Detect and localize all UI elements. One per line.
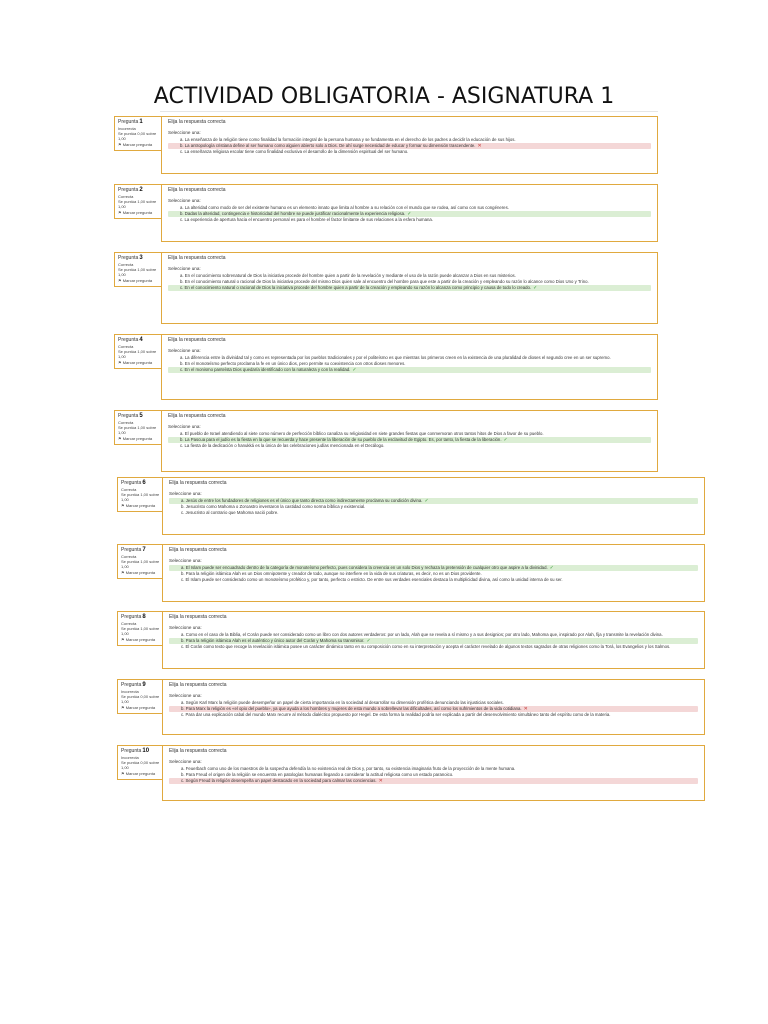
flag-question-button[interactable]: ⚑ Marcar pregunta	[118, 436, 153, 441]
answer-option[interactable]: c. En el conocimiento natural o racional de Dios la iniciativa procede del hombre quien a partir de la creación y empleando su razón lo alcanza como principio y causa de todo lo creado. ✓	[168, 285, 651, 291]
question-content	[161, 116, 658, 174]
answer-option[interactable]: a. La diferencia entre la divinidad tal y como es representada por los pueblos tradicionales y por el politeísmo es que mientras los primeros creen en la existencia de una pluralidad de dioses el segundo cree en un ser supremo.	[180, 355, 611, 360]
question-content	[162, 544, 705, 602]
question-content	[162, 477, 705, 535]
question-score: Se puntúa 1,00 sobre 1,00	[121, 492, 160, 502]
question-content	[162, 611, 705, 669]
question-status: Incorrecta	[121, 689, 139, 694]
answer-option[interactable]: c. Jesucristo al contrario que Mahoma nació pobre.	[181, 510, 279, 515]
select-one-label: Seleccione una:	[169, 558, 202, 563]
question-number: Pregunta 2	[118, 187, 143, 193]
flag-question-button[interactable]: ⚑ Marcar pregunta	[121, 705, 156, 710]
question-status: Correcta	[121, 621, 137, 626]
answer-option[interactable]: c. En el monismo panteísta Dios quedaría identificado con la naturaleza y con la realidad. ✓	[168, 367, 651, 373]
flag-icon: ⚑	[118, 142, 122, 147]
flag-icon: ⚑	[118, 436, 122, 441]
question-number: Pregunta 8	[121, 614, 146, 620]
select-one-label: Seleccione una:	[169, 491, 202, 496]
answer-option[interactable]: b. La antropología cristiana define al ser humano como alguien abierto solo a Dios. De ahí surge necesidad de educar y formar su dimensión trascendente. ✕	[168, 143, 651, 149]
select-one-label: Seleccione una:	[169, 625, 202, 630]
question-prompt: Elija la respuesta correcta	[169, 682, 227, 688]
question-info	[114, 410, 166, 445]
answer-option[interactable]: b. En el monoteísmo perfecto proclama la fe en un único dios, pero permite su coexistencia con otros dioses menores.	[180, 361, 406, 366]
flag-question-button[interactable]: ⚑ Marcar pregunta	[118, 142, 153, 147]
question-prompt: Elija la respuesta correcta	[168, 187, 226, 193]
question-prompt: Elija la respuesta correcta	[169, 748, 227, 754]
answer-option[interactable]: c. La experiencia de apertura hacia el encuentro personal es para el hombre el factor limitante de sus relaciones a la esfera humana.	[180, 217, 433, 222]
answer-mark-icon: ✓	[424, 498, 429, 504]
answer-mark-icon: ✓	[366, 638, 371, 644]
question-number: Pregunta 5	[118, 413, 143, 419]
select-one-label: Seleccione una:	[168, 130, 201, 135]
question-status: Correcta	[118, 262, 134, 267]
question-score: Se puntúa 1,00 sobre 1,00	[121, 559, 160, 569]
question-status: Incorrecta	[121, 755, 139, 760]
flag-question-button[interactable]: ⚑ Marcar pregunta	[118, 210, 153, 215]
answer-option[interactable]: c. La enseñanza religiosa escolar tiene como finalidad exclusiva el desarrollo de la dimensión espiritual del ser humano.	[180, 149, 409, 154]
question-content	[161, 410, 658, 472]
question-status: Correcta	[121, 487, 137, 492]
answer-option[interactable]: a. En el conocimiento sobrenatural de Dios la iniciativa procede del hombre quien a partir de la revelación y mediante el uso de la razón puede alcanzar a Dios en sus misterios.	[180, 273, 516, 278]
answer-mark-icon: ✓	[503, 437, 508, 443]
answer-option[interactable]: b. La Pascua para el judío es la fiesta en la que se recuerda y hace presente la liberación de su pueblo de la esclavitud de Egipto. Es, por tanto, la fiesta de la liberación. ✓	[168, 437, 651, 443]
question-score: Se puntúa 1,00 sobre 1,00	[118, 425, 157, 435]
question-status: Correcta	[121, 554, 137, 559]
flag-question-button[interactable]: ⚑ Marcar pregunta	[121, 771, 156, 776]
flag-question-button[interactable]: ⚑ Marcar pregunta	[121, 637, 156, 642]
question-number: Pregunta 9	[121, 682, 146, 688]
question-info	[114, 116, 166, 151]
answer-option[interactable]: a. Como en el caso de la Biblia, el Corán puede ser considerado como un libro con dos autores verdaderos: por un lado, Alah que se revela a sí mismo y a sus designios; por otro lado, Mahoma que, inspirado por Alah, fija y transmite la revelación divina.	[181, 632, 663, 637]
flag-icon: ⚑	[121, 705, 125, 710]
question-number: Pregunta 1	[118, 119, 143, 125]
question-number: Pregunta 7	[121, 547, 146, 553]
flag-icon: ⚑	[121, 771, 125, 776]
answer-option[interactable]: c. La fiesta de la dedicación o hanukká es la única de las celebraciones judías mencionada en el Decálogo.	[180, 443, 385, 448]
question-content	[162, 679, 705, 735]
question-score: Se puntúa 1,00 sobre 1,00	[121, 626, 160, 636]
question-score: Se puntúa 0,00 sobre 1,00	[121, 760, 160, 770]
select-one-label: Seleccione una:	[168, 348, 201, 353]
question-score: Se puntúa 1,00 sobre 1,00	[118, 267, 157, 277]
question-number: Pregunta 6	[121, 480, 146, 486]
question-prompt: Elija la respuesta correcta	[169, 480, 227, 486]
question-status: Incorrecta	[118, 126, 136, 131]
title-divider	[160, 111, 658, 112]
answer-option[interactable]: a. La alteridad como modo de ser del existente humano es un elemento innato que limita al hombre a su relación con el mundo que se rodea, así como con sus congéneres.	[180, 205, 509, 210]
question-info	[114, 184, 166, 219]
select-one-label: Seleccione una:	[169, 693, 202, 698]
flag-question-button[interactable]: ⚑ Marcar pregunta	[121, 503, 156, 508]
question-score: Se puntúa 1,00 sobre 1,00	[118, 349, 157, 359]
flag-icon: ⚑	[118, 278, 122, 283]
question-prompt: Elija la respuesta correcta	[168, 255, 226, 261]
question-info	[114, 252, 166, 287]
question-content	[162, 745, 705, 801]
answer-mark-icon: ✓	[533, 285, 538, 291]
flag-question-button[interactable]: ⚑ Marcar pregunta	[118, 360, 153, 365]
answer-mark-icon: ✕	[378, 778, 383, 784]
answer-mark-icon: ✕	[523, 706, 528, 712]
answer-option[interactable]: a. Feuerbach como uno de los maestros de la sospecha defendía la no existencia real de Dios y, por tanto, su existencia imaginaria fruto de la proyección de la mente humana.	[181, 766, 516, 771]
flag-question-button[interactable]: ⚑ Marcar pregunta	[121, 570, 156, 575]
answer-option[interactable]: c. El Islam puede ser considerado como un monoteísmo profético y, por tanto, perfecto o estricto. De entre sus verdades esenciales destaca la multiplicidad divina, así como la unidad interna de su ser.	[181, 577, 563, 582]
answer-option[interactable]: b. Para Freud el origen de la religión se encuentra en patologías humanas llegando a considerar la actitud religiosa como un estado paranoico.	[181, 772, 454, 777]
question-score: Se puntúa 0,00 sobre 1,00	[118, 131, 157, 141]
answer-option[interactable]: a. El pueblo de Israel atendiendo al siete como número de perfección bíblico canaliza su religiosidad en siete grandes fiestas que conmemoran otros tantos hitos de Dios a favor de su pueblo.	[180, 431, 544, 436]
question-prompt: Elija la respuesta correcta	[169, 547, 227, 553]
question-prompt: Elija la respuesta correcta	[168, 119, 226, 125]
answer-option[interactable]: c. Según Freud la religión desempeña un papel destacado en la sociedad para calmar las conciencias. ✕	[169, 778, 698, 784]
question-status: Correcta	[118, 194, 134, 199]
answer-option[interactable]: a. El Islam puede ser encuadrado dentro de la categoría de monoteísmo perfecto, pues considera la creencia en un solo Dios y rechaza la pretensión de cualquier otro que aspire a la divinidad. ✓	[169, 565, 698, 571]
answer-option[interactable]: c. El Corán como texto que recoge la revelación islámica posee un carácter dinámico tanto en su composición como en su interpretación y acepta el carácter revelado de algunos textos sagrados de otras religiones como la Torá, los Evangelios y los Salmos.	[181, 644, 671, 649]
page-title: ACTIVIDAD OBLIGATORIA - ASIGNATURA 1	[153, 84, 615, 109]
question-number: Pregunta 3	[118, 255, 143, 261]
question-content	[161, 184, 658, 242]
flag-icon: ⚑	[121, 570, 125, 575]
flag-icon: ⚑	[118, 360, 122, 365]
question-content	[161, 252, 658, 324]
flag-icon: ⚑	[121, 637, 125, 642]
question-prompt: Elija la respuesta correcta	[168, 413, 226, 419]
answer-option[interactable]: b. Jesucristo como Mahoma o Zoroastro inventaron la castidad como norma bíblica y existencial.	[181, 504, 366, 509]
question-status: Correcta	[118, 344, 134, 349]
answer-option[interactable]: b. En el conocimiento natural o racional de Dios la iniciativa procede del mismo Dios quien sale al encuentro del hombre para que este a partir de la creación y empleando su razón lo alcance como Dios Uno y Trino.	[180, 279, 589, 284]
question-score: Se puntúa 1,00 sobre 1,00	[118, 199, 157, 209]
flag-icon: ⚑	[118, 210, 122, 215]
flag-icon: ⚑	[121, 503, 125, 508]
flag-question-button[interactable]: ⚑ Marcar pregunta	[118, 278, 153, 283]
question-score: Se puntúa 0,00 sobre 1,00	[121, 694, 160, 704]
question-number: Pregunta 10	[121, 748, 150, 754]
question-prompt: Elija la respuesta correcta	[168, 337, 226, 343]
select-one-label: Seleccione una:	[168, 198, 201, 203]
answer-mark-icon: ✓	[407, 211, 412, 217]
answer-option[interactable]: a. La enseñanza de la religión tiene como finalidad la formación integral de la persona humana y se fundamenta en el derecho de los padres a decidir la educación de sus hijos.	[180, 137, 516, 142]
question-number: Pregunta 4	[118, 337, 143, 343]
question-content	[161, 334, 658, 400]
question-status: Correcta	[118, 420, 134, 425]
answer-option[interactable]: b. Para Marx la religión es «el opio del pueblo», ya que ayuda a los hombres y mujeres de esta mundo a sobrellevar las dificultades, así como los sufrimientos de la vida cotidiana. ✕	[169, 706, 698, 712]
question-prompt: Elija la respuesta correcta	[169, 614, 227, 620]
select-one-label: Seleccione una:	[169, 759, 202, 764]
answer-option[interactable]: a. Jesús de entre los fundadores de religiones es el único que tanto directa como indirectamente proclama su condición divina. ✓	[169, 498, 698, 504]
select-one-label: Seleccione una:	[168, 266, 201, 271]
answer-option[interactable]: b. Para la religión islámica Alah es el auténtico y único autor del Corán y Mahoma su transmisor. ✓	[169, 638, 698, 644]
answer-mark-icon: ✓	[352, 367, 357, 373]
answer-mark-icon: ✕	[477, 143, 482, 149]
answer-option[interactable]: c. Para dar una explicación cabal del mundo Marx recurre al método dialéctico propuesto por Hegel. De esta forma la realidad podría ser explicada a partir del desenvolvimiento simultáneo tanto del espíritu como de la materia.	[181, 712, 611, 717]
answer-mark-icon: ✓	[549, 565, 554, 571]
answer-option[interactable]: b. Dadas la alteridad, contingencia e historicidad del hombre se puede justificar racionalmente la experiencia religiosa. ✓	[168, 211, 651, 217]
select-one-label: Seleccione una:	[168, 424, 201, 429]
question-info	[114, 334, 166, 369]
answer-option[interactable]: b. Para la religión islámica Alah es un Dios omnipotente y creador de todo, aunque no interfiere en la vida de sus criaturas, es decir, no es un Dios providente.	[181, 571, 482, 576]
answer-option[interactable]: a. Según Karl Marx la religión puede desempeñar un papel de cierta importancia en la sociedad al desarrollar su dimensión profética denunciando las injusticias sociales.	[181, 700, 504, 705]
